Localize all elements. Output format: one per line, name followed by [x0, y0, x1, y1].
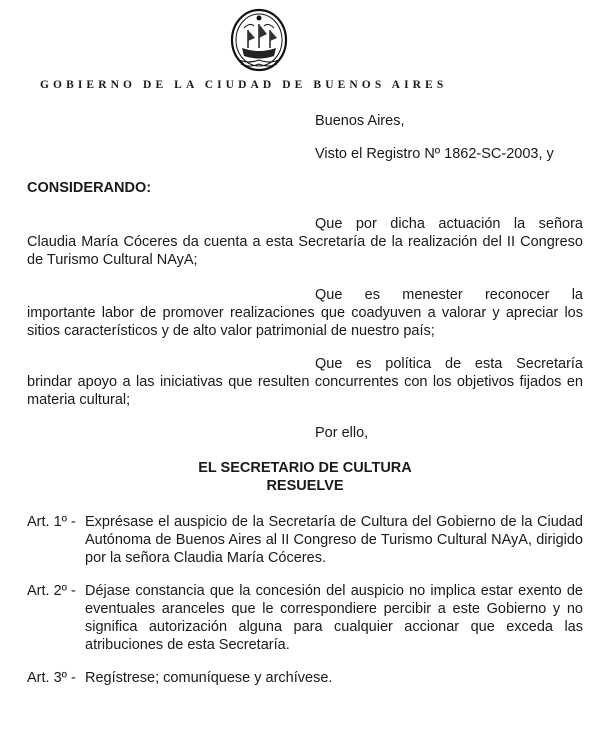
paragraph-body: brindar apoyo a las iniciativas que resulten concurrentes con los objetivos fijados en materia cultural;	[27, 374, 583, 408]
article-1	[27, 513, 583, 567]
paragraph-body: importante labor de promover realizaciones que coadyuven a valorar y apreciar los sitios característicos y de alto valor patrimonial de nuestro país;	[27, 305, 583, 339]
considerando-heading: CONSIDERANDO:	[27, 180, 152, 196]
paragraph-first-line: Que es menester reconocer la	[315, 287, 583, 303]
city-coat-of-arms-icon	[230, 8, 288, 72]
article-label: Art. 1º -	[27, 514, 76, 530]
article-label: Art. 2º -	[27, 583, 76, 599]
paragraph-body: Claudia María Cóceres da cuenta a esta Secretaría de la realización del II Congreso de Turismo Cultural NAyA;	[27, 234, 583, 268]
article-text: Regístrese; comuníquese y archívese.	[85, 670, 333, 686]
article-3	[27, 669, 583, 687]
considerando-paragraph	[27, 355, 583, 409]
article-2	[27, 582, 583, 654]
place-line: Buenos Aires,	[315, 113, 405, 129]
considerando-paragraph	[27, 286, 583, 340]
closing-line: Por ello,	[315, 425, 369, 441]
paragraph-first-line: Que por dicha actuación la señora	[315, 216, 583, 232]
article-text: Exprésase el auspicio de la Secretaría de Cultura del Gobierno de la Ciudad Autónoma de Buenos Aires al II Congreso de Turismo Cultural NAyA, dirigido por la señora Claudia María Cóceres.	[85, 514, 583, 566]
resolution-title	[150, 459, 460, 495]
article-label: Art. 3º -	[27, 670, 76, 686]
considerando-paragraph	[27, 215, 583, 269]
paragraph-first-line: Que es política de esta Secretaría	[315, 356, 583, 372]
resuelve-title: RESUELVE	[266, 478, 344, 494]
article-text: Déjase constancia que la concesión del auspicio no implica estar exento de eventuales aranceles que le correspondiere percibir a este Gobierno y no significa autorización alguna para cualquier accionar que exceda las atribuciones de esta Secretaría.	[85, 583, 583, 653]
issuer-title: EL SECRETARIO DE CULTURA	[198, 460, 412, 476]
visto-line: Visto el Registro Nº 1862-SC-2003, y	[315, 146, 554, 162]
government-header: GOBIERNO DE LA CIUDAD DE BUENOS AIRES	[40, 79, 448, 91]
